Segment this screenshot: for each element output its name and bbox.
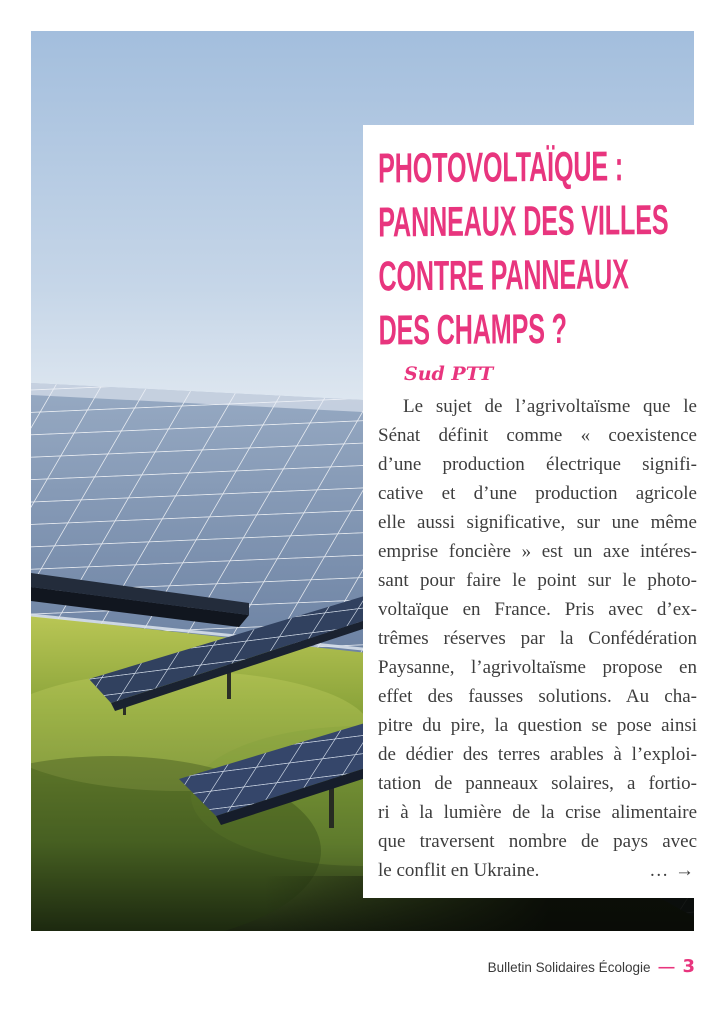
body-line: sant pour faire le point sur le photo- [378, 570, 697, 591]
article-panel [363, 125, 724, 898]
headline-lines [378, 139, 669, 358]
body-line: cative et d’une production agricole [378, 483, 697, 504]
body-line: d’une production électrique signifi- [378, 454, 697, 475]
body-last-line [378, 856, 697, 885]
continuation-arrow-icon: … → [649, 860, 695, 881]
body-line: pitre du pire, la question se pose ainsi [378, 715, 697, 736]
footer-separator: — [658, 959, 675, 976]
body-line: effet des fausses solutions. Au cha- [378, 686, 697, 707]
body-line: emprise foncière » est un axe intéres- [378, 541, 697, 562]
footer-label: Bulletin Solidaires Écologie [487, 960, 651, 975]
article-body [378, 392, 697, 885]
headline-line-3: CONTRE PANNEAUX [378, 250, 629, 300]
article-headline [378, 142, 697, 361]
body-line: tation de panneaux solaires, a fortio- [378, 773, 697, 794]
headline-line-1: PHOTOVOLTAÏQUE : [378, 142, 624, 192]
article-byline: Sud PTT [404, 363, 494, 385]
page-footer [488, 956, 695, 977]
body-line: elle aussi significative, sur une même [378, 512, 697, 533]
headline-line-2: PANNEAUX DES VILLES [378, 196, 669, 246]
body-line: de dédier des terres arables à l’exploi- [378, 744, 697, 765]
body-line: Sénat définit comme « coexistence [378, 425, 697, 446]
body-line: ri à la lumière de la crise alimentaire [378, 802, 697, 823]
body-line: Paysanne, l’agrivoltaïsme propose en [378, 657, 697, 678]
body-line: le conflit en Ukraine. [378, 860, 540, 881]
body-line: que traversent nombre de pays avec [378, 831, 697, 852]
body-line: Le sujet de l’agrivoltaïsme que le [403, 396, 697, 417]
body-line: voltaïque en France. Pris avec d’ex- [378, 599, 697, 620]
page-number: 3 [682, 956, 695, 977]
body-line: trêmes réserves par la Confédération [378, 628, 697, 649]
headline-line-4: DES CHAMPS ? [378, 305, 567, 354]
